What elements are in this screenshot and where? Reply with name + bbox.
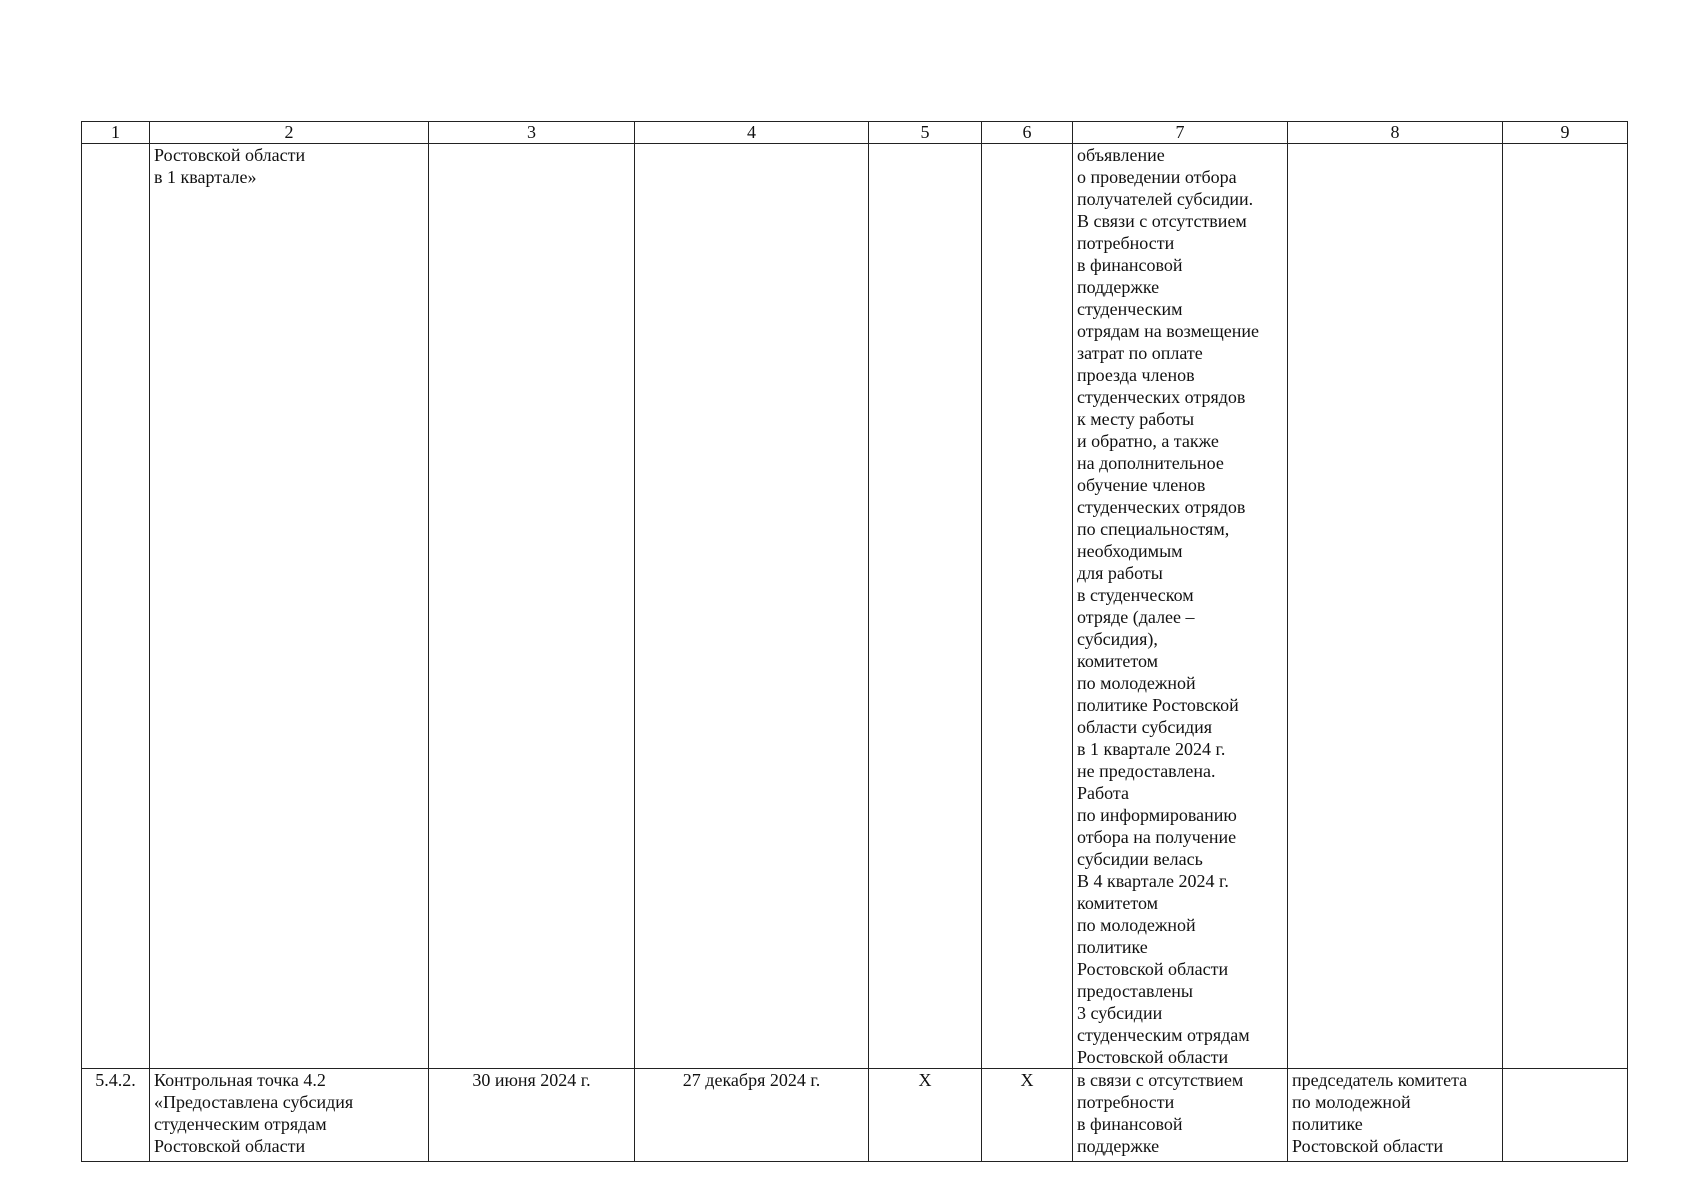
column-number-4: 4 bbox=[635, 122, 869, 144]
cell-planned-date bbox=[429, 1069, 635, 1162]
cell-result-description bbox=[1073, 144, 1288, 1069]
cell-col9 bbox=[1503, 144, 1628, 1069]
cell-col6 bbox=[982, 144, 1073, 1069]
column-number-row bbox=[82, 122, 1628, 144]
table-row-5-4-2 bbox=[82, 1069, 1628, 1162]
table-row-continued bbox=[82, 144, 1628, 1069]
cell-result-description-text: в связи с отсутствием потребности в финансовой поддержке bbox=[1077, 1070, 1244, 1156]
cell-planned-date-text: 30 июня 2024 г. bbox=[472, 1070, 591, 1090]
cell-col6 bbox=[982, 1069, 1073, 1162]
column-number-8: 8 bbox=[1288, 122, 1503, 144]
cell-responsible bbox=[1288, 1069, 1503, 1162]
cell-col5 bbox=[869, 1069, 982, 1162]
column-number-7: 7 bbox=[1073, 122, 1288, 144]
column-number-1: 1 bbox=[82, 122, 150, 144]
cell-responsible-text: председатель комитета по молодежной политике Ростовской области bbox=[1292, 1070, 1468, 1156]
cell-actual-date-text: 27 декабря 2024 г. bbox=[682, 1070, 821, 1090]
cell-event-name-text: Контрольная точка 4.2 «Предоставлена субсидия студенческим отрядам Ростовской области bbox=[154, 1070, 354, 1156]
cell-planned-date bbox=[429, 144, 635, 1069]
column-number-6: 6 bbox=[982, 122, 1073, 144]
column-number-9: 9 bbox=[1503, 122, 1628, 144]
cell-event-name-text: Ростовской области в 1 квартале» bbox=[154, 145, 306, 187]
column-number-5: 5 bbox=[869, 122, 982, 144]
cell-result-description bbox=[1073, 1069, 1288, 1162]
cell-col6-text: Х bbox=[1020, 1070, 1034, 1090]
report-table bbox=[81, 121, 1628, 1162]
cell-col9 bbox=[1503, 1069, 1628, 1162]
cell-result-description-text: объявление о проведении отбора получателей субсидии. В связи с отсутствием потребности в финансовой поддержке студенческим отрядам на возмещение затрат по оплате проезда членов студенческих отрядов к месту работы и обратно, а также на дополнительное обучение членов студенческих отрядов по специальностям, необходимым для работы в студенческом отряде (далее – субсидия), комитетом по молодежной политике Ростовской области субсидия в 1 квартале 2024 г. не предоставлена. Работа по информированию отбора на получение субсидии велась В 4 квартале 2024 г. комитетом по молодежной политике Ростовской области предоставлены 3 субсидии студенческим отрядам Ростовской области bbox=[1077, 145, 1260, 1067]
cell-responsible bbox=[1288, 144, 1503, 1069]
cell-number-text: 5.4.2. bbox=[95, 1070, 136, 1090]
cell-event-name bbox=[150, 1069, 429, 1162]
cell-col5-text: Х bbox=[918, 1070, 932, 1090]
cell-actual-date bbox=[635, 144, 869, 1069]
cell-col5 bbox=[869, 144, 982, 1069]
column-number-3: 3 bbox=[429, 122, 635, 144]
column-number-2: 2 bbox=[150, 122, 429, 144]
cell-actual-date bbox=[635, 1069, 869, 1162]
cell-event-name bbox=[150, 144, 429, 1069]
cell-number bbox=[82, 1069, 150, 1162]
cell-number bbox=[82, 144, 150, 1069]
